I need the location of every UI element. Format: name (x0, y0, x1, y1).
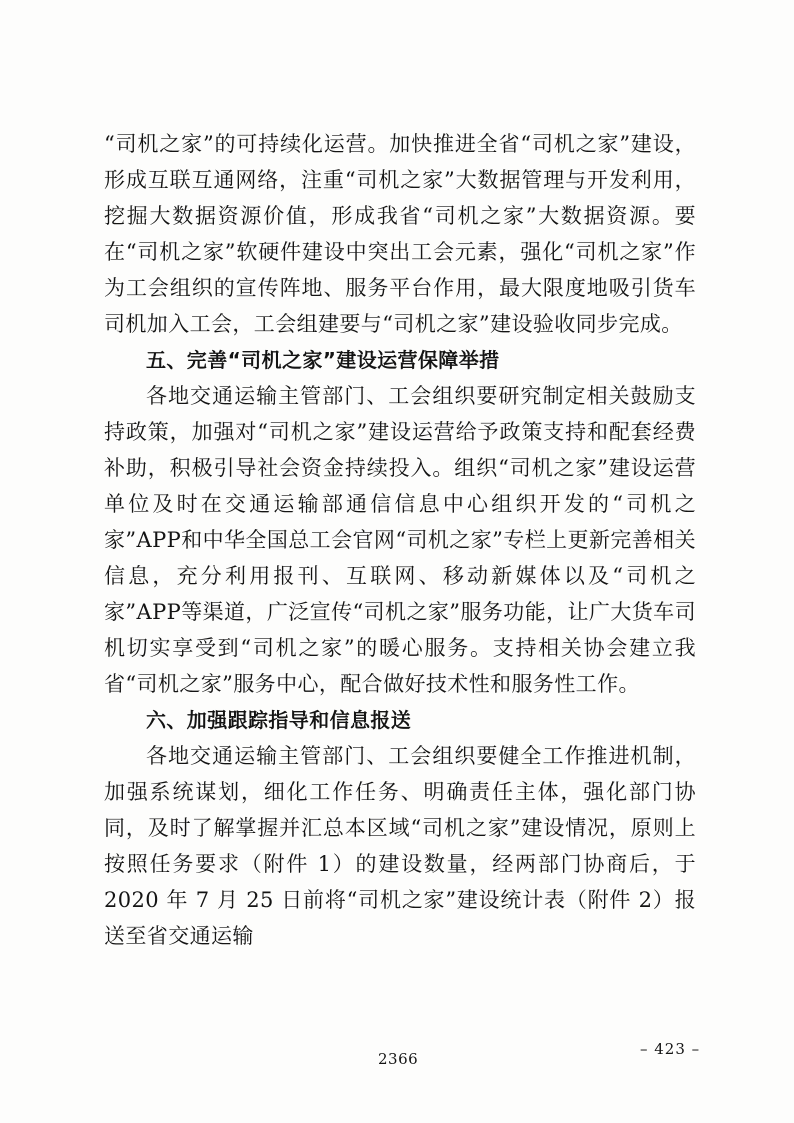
paragraph-section-6: 各地交通运输主管部门、工会组织要健全工作推进机制，加强系统谋划，细化工作任务、明确责任主体，强化部门协同，及时了解掌握并汇总本区域“司机之家”建设情况，原则上按照任务要求（附件 1）的建设数量，经两部门协商后，于 2020 年 7 月 25 日前将“司机之家”建设统计表（附件 2）报送至省交通运输 (104, 744, 696, 948)
paragraph-section-5: 各地交通运输主管部门、工会组织要研究制定相关鼓励支持政策，加强对“司机之家”建设运营给予政策支持和配套经费补助，积极引导社会资金持续投入。组织“司机之家”建设运营单位及时在交通运输部通信信息中心组织开发的“司机之家”APP和中华全国总工会官网“司机之家”专栏上更新完善相关信息，充分利用报刊、互联网、移动新媒体以及“司机之家”APP等渠道，广泛宣传“司机之家”服务功能，让广大货车司机切实享受到“司机之家”的暖心服务。支持相关协会建立我省“司机之家”服务中心，配合做好技术性和服务性工作。 (104, 384, 696, 696)
footer-number: 2366 (378, 1050, 419, 1068)
page-number: – 423 – (640, 1040, 701, 1058)
section-heading-5: 五、完善“司机之家”建设运营保障举措 (146, 348, 500, 372)
document-body (104, 126, 696, 954)
paragraph-continuation: “司机之家”的可持续化运营。加快推进全省“司机之家”建设，形成互联互通网络，注重“司机之家”大数据管理与开发利用，挖掘大数据资源价值，形成我省“司机之家”大数据资源。要在“司机之家”软硬件建设中突出工会元素，强化“司机之家”作为工会组织的宣传阵地、服务平台作用，最大限度地吸引货车司机加入工会，工会组建要与“司机之家”建设验收同步完成。 (104, 132, 696, 336)
section-heading-6: 六、加强跟踪指导和信息报送 (146, 708, 412, 732)
